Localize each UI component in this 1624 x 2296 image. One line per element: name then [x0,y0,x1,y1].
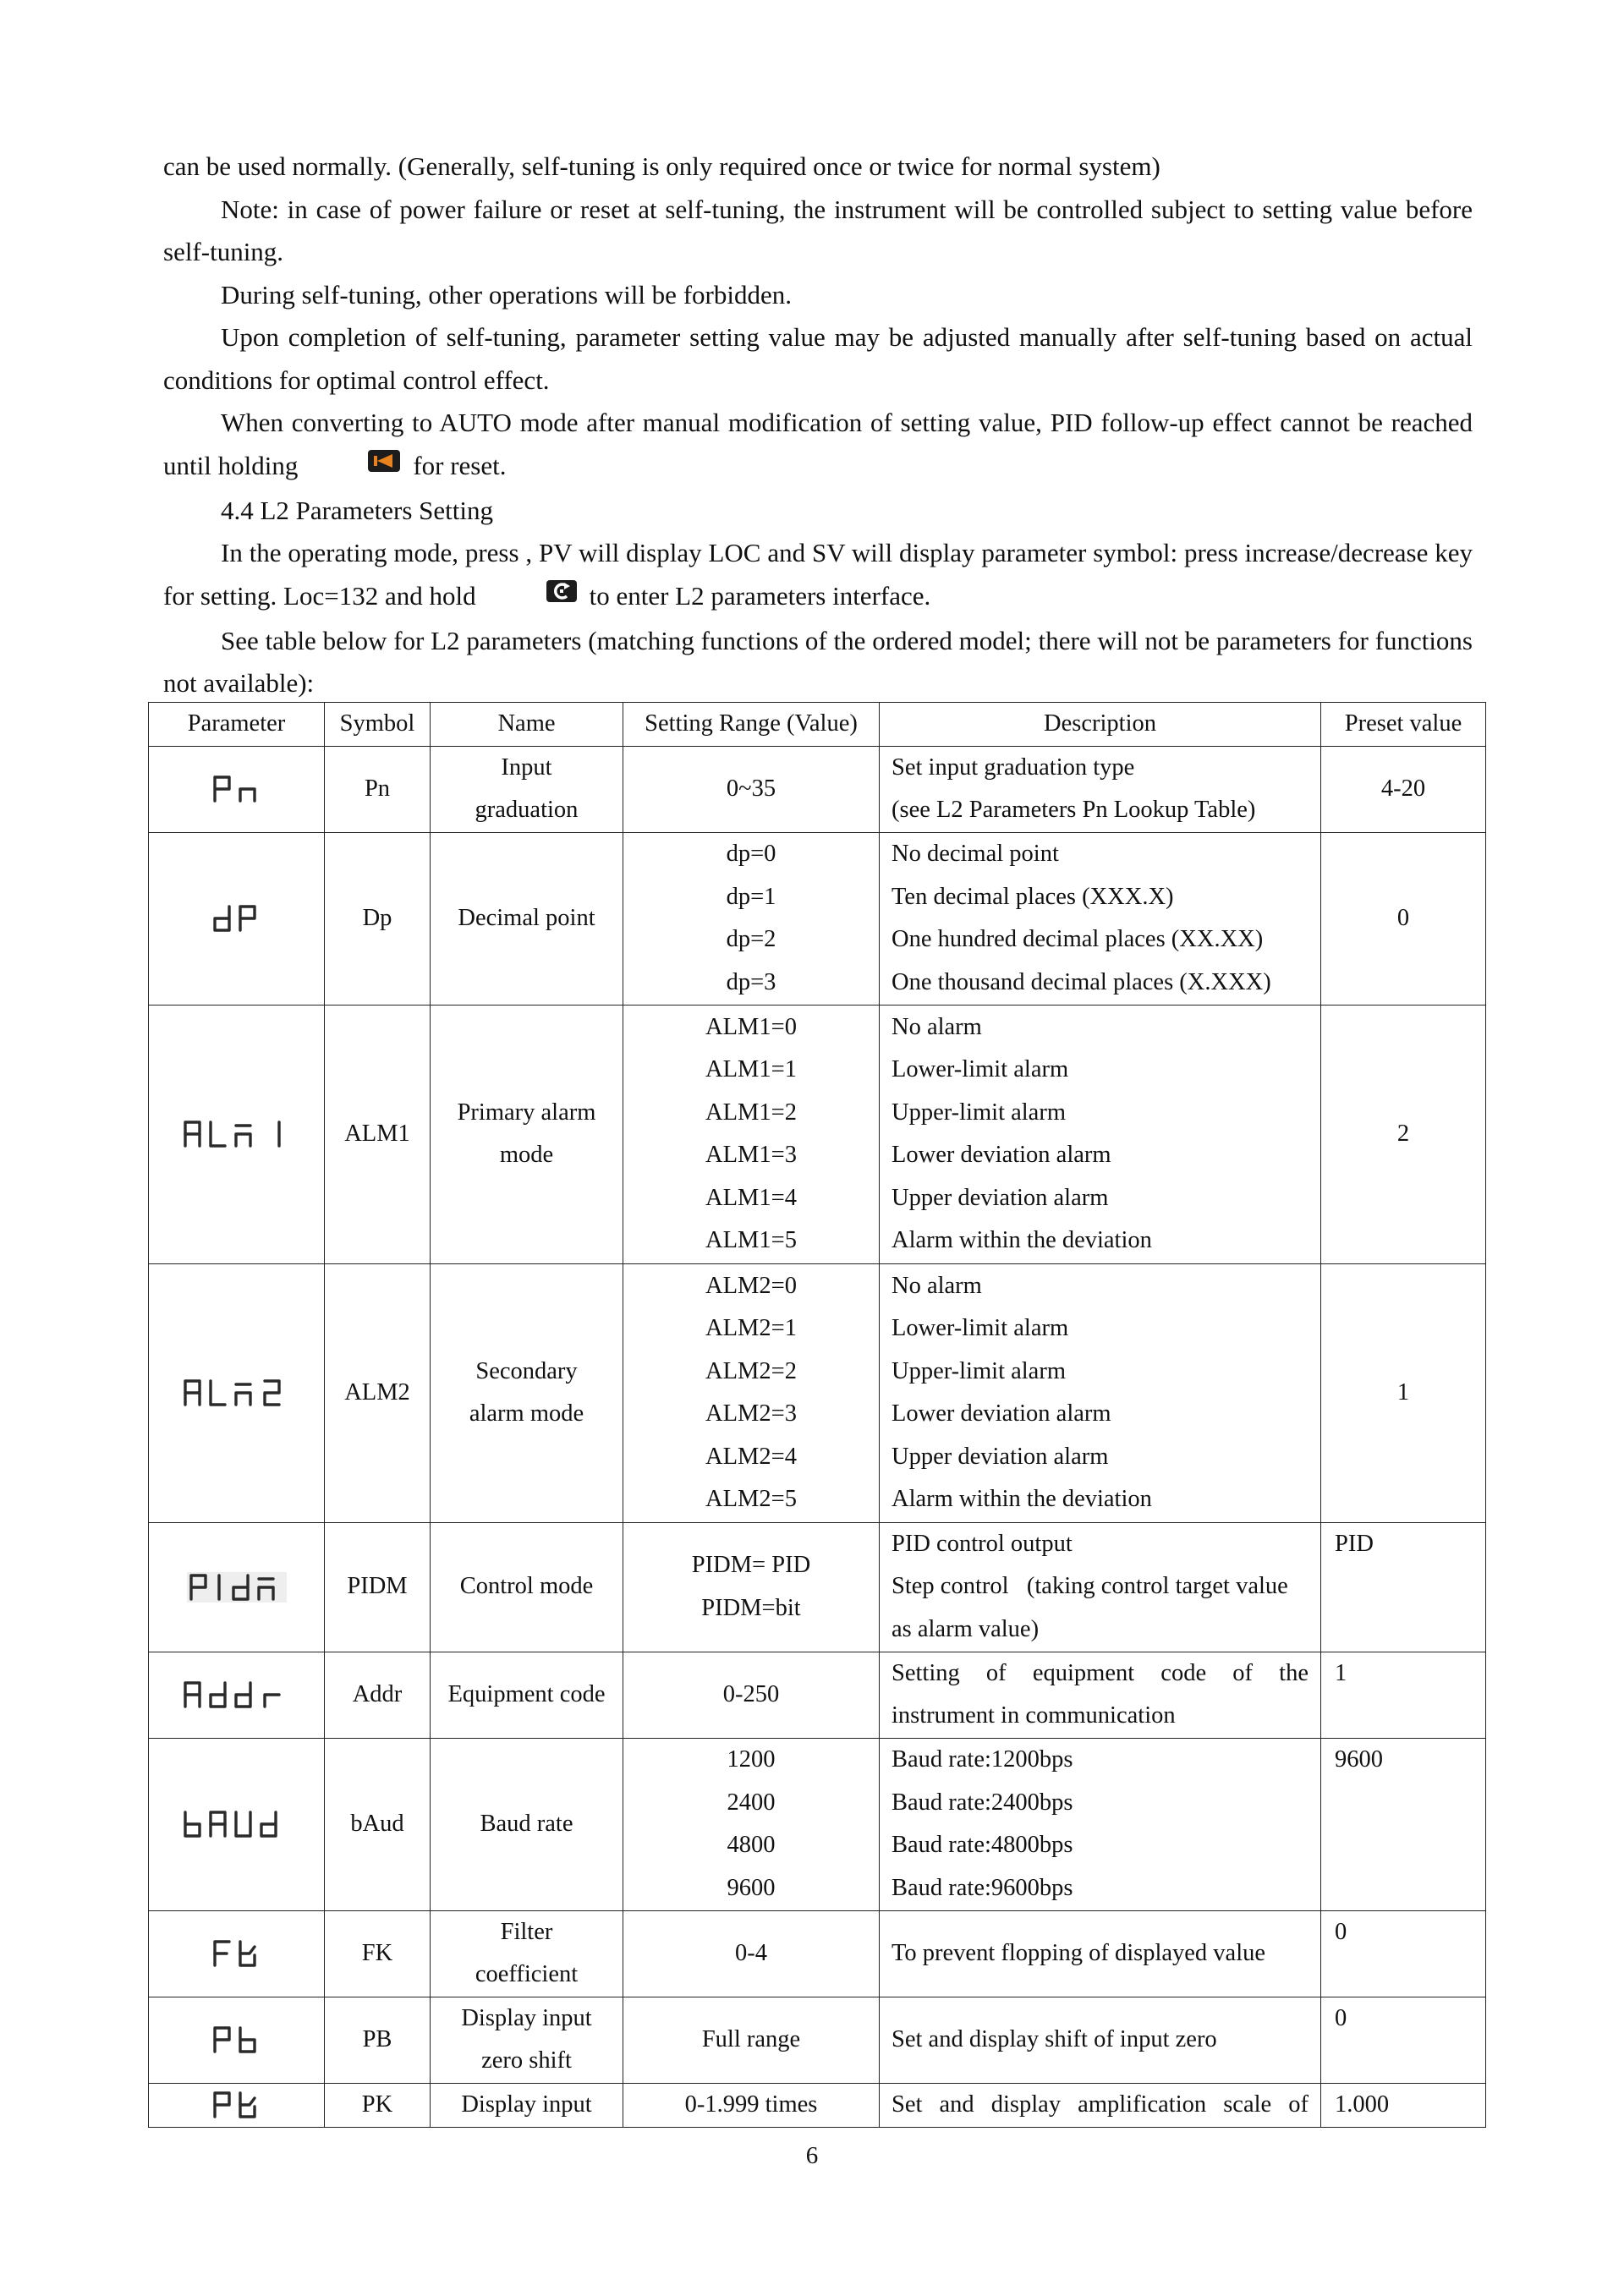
preset-cell: 1 [1321,1652,1486,1738]
note-paragraph: Note: in case of power failure or reset at self-tuning, the instrument will be controlled subject to setting value before self-tuning. [163,194,1473,266]
range-cell: Full range [623,1997,880,2083]
symbol-cell: Pn [325,746,431,832]
reset-key-icon [310,443,401,486]
page-number: 6 [805,2142,819,2169]
name-cell: Baud rate [431,1738,623,1910]
name-cell: Display input [431,2083,623,2127]
lcd-addr-icon [149,1652,325,1738]
description-cell: Setting of equipment code of the instrument in communication [880,1652,1321,1738]
name-cell: Primary alarm mode [431,1005,623,1263]
table-row [149,1263,1486,1522]
range-cell: ALM2=0 ALM2=1 ALM2=2 ALM2=3 ALM2=4 ALM2=5 [623,1263,880,1522]
range-cell: 0~35 [623,746,880,832]
description-cell: Set input graduation type (see L2 Parameters Pn Lookup Table) [880,746,1321,832]
enter-key-icon [488,573,578,616]
lcd-dp-icon [149,832,325,1005]
section-heading: 4.4 L2 Parameters Setting [221,495,493,525]
description-cell: No alarm Lower-limit alarm Upper-limit alarm Lower deviation alarm Upper deviation alarm Alarm within the deviation [880,1005,1321,1263]
symbol-cell: Addr [325,1652,431,1738]
header-preset-value: Preset value [1321,703,1486,747]
preset-cell: PID [1321,1522,1486,1652]
name-cell: Decimal point [431,832,623,1005]
preset-cell: 1 [1321,1263,1486,1522]
name-cell: Secondary alarm mode [431,1263,623,1522]
name-cell: Control mode [431,1522,623,1652]
description-cell: No decimal point Ten decimal places (XXX.X) One hundred decimal places (XX.XX) One thousand decimal places (X.XXX) [880,832,1321,1005]
symbol-cell: bAud [325,1738,431,1910]
preset-cell: 4-20 [1321,746,1486,832]
description-cell: Baud rate:1200bps Baud rate:2400bps Baud rate:4800bps Baud rate:9600bps [880,1738,1321,1910]
l2-parameters-table [148,702,1486,2128]
forbidden-paragraph: During self-tuning, other operations will be forbidden. [221,279,792,310]
description-cell: Set and display shift of input zero [880,1997,1321,2083]
description-cell: Set and display amplification scale of [880,2083,1321,2127]
lcd-pn-icon [149,746,325,832]
header-description: Description [880,703,1321,747]
name-cell: Equipment code [431,1652,623,1738]
description-cell: PID control output Step control (taking control target value as alarm value) [880,1522,1321,1652]
symbol-cell: PB [325,1997,431,2083]
see-table-paragraph: See table below for L2 parameters (matching functions of the ordered model; there will not be parameters for functions not available): [163,625,1473,699]
table-row [149,2083,1486,2127]
lcd-pb-icon [149,1997,325,2083]
converting-paragraph [163,402,1473,490]
lcd-baud-icon [149,1738,325,1910]
preset-cell: 1.000 [1321,2083,1486,2127]
preset-cell: 2 [1321,1005,1486,1263]
lcd-fk-icon [149,1910,325,1997]
preset-cell: 9600 [1321,1738,1486,1910]
range-cell: 1200 2400 4800 9600 [623,1738,880,1910]
table-row [149,1910,1486,1997]
lcd-pidm-icon [149,1522,325,1652]
preset-cell: 0 [1321,832,1486,1005]
symbol-cell: PIDM [325,1522,431,1652]
lcd-alm1-icon [149,1005,325,1263]
table-row [149,746,1486,832]
table-header-row [149,703,1486,747]
symbol-cell: ALM2 [325,1263,431,1522]
name-cell: Filter coefficient [431,1910,623,1997]
lcd-pk-icon [149,2083,325,2127]
name-cell: Display input zero shift [431,1997,623,2083]
table-row [149,832,1486,1005]
range-cell: 0-250 [623,1652,880,1738]
preset-cell: 0 [1321,1910,1486,1997]
symbol-cell: PK [325,2083,431,2127]
description-cell: To prevent flopping of displayed value [880,1910,1321,1997]
table-row [149,1522,1486,1652]
range-cell: dp=0 dp=1 dp=2 dp=3 [623,832,880,1005]
range-cell: 0-1.999 times [623,2083,880,2127]
symbol-cell: ALM1 [325,1005,431,1263]
intro-text [163,145,1473,705]
intro-line1: can be used normally. (Generally, self-tuning is only required once or twice for normal system) [163,151,1160,181]
header-parameter: Parameter [149,703,325,747]
table-row [149,1005,1486,1263]
converting-text-end: for reset. [413,450,507,480]
table-row [149,1738,1486,1910]
operating-text-end: to enter L2 parameters interface. [589,580,931,611]
table-row [149,1652,1486,1738]
lcd-alm2-icon [149,1263,325,1522]
operating-text: In the operating mode, press , PV will display LOC and SV will display parameter symbol: press increase/decrease key for setting. Loc=132 and hold [163,538,1473,611]
table-row [149,1997,1486,2083]
description-cell: No alarm Lower-limit alarm Upper-limit alarm Lower deviation alarm Upper deviation alarm Alarm within the deviation [880,1263,1321,1522]
preset-cell: 0 [1321,1997,1486,2083]
symbol-cell: FK [325,1910,431,1997]
range-cell: PIDM= PID PIDM=bit [623,1522,880,1652]
range-cell: 0-4 [623,1910,880,1997]
operating-paragraph [163,532,1473,620]
range-cell: ALM1=0 ALM1=1 ALM1=2 ALM1=3 ALM1=4 ALM1=5 [623,1005,880,1263]
header-name: Name [431,703,623,747]
name-cell: Input graduation [431,746,623,832]
completion-paragraph: Upon completion of self-tuning, parameter setting value may be adjusted manually after self-tuning based on actual conditions for optimal control effect. [163,322,1473,395]
converting-text: When converting to AUTO mode after manual modification of setting value, PID follow-up effect cannot be reached until holding [163,408,1473,480]
symbol-cell: Dp [325,832,431,1005]
header-setting-range: Setting Range (Value) [623,703,880,747]
header-symbol: Symbol [325,703,431,747]
